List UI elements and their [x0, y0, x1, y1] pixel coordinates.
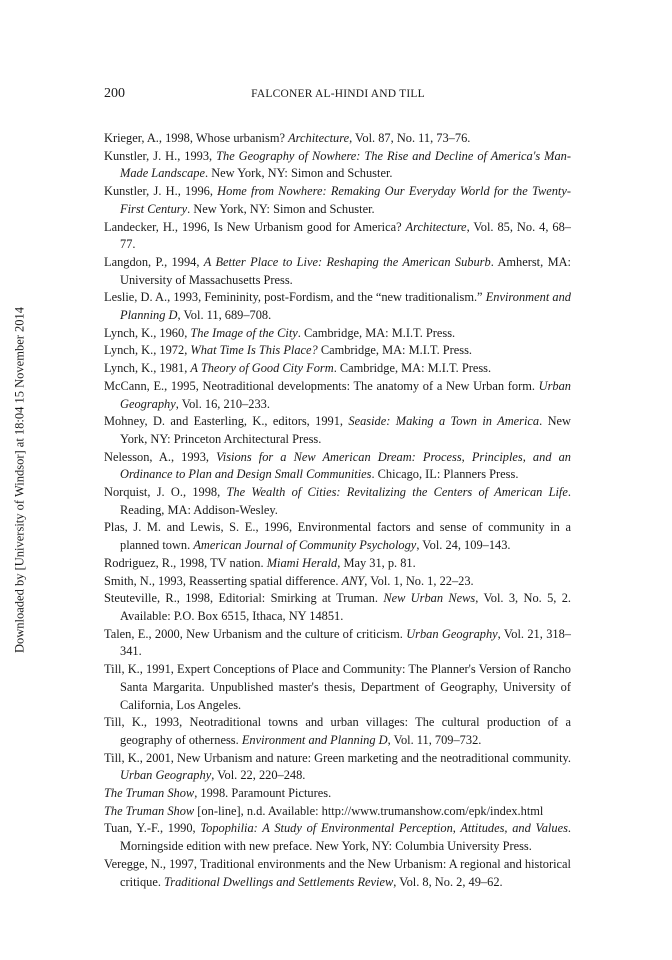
reference-title: A Theory of Good City Form — [190, 361, 334, 376]
reference-text: , Vol. 3, No. 5, 2. Available: P.O. Box 6515, Ithaca, NY 14851. — [120, 591, 571, 623]
download-stamp: Downloaded by [University of Windsor] at 18:04 15 November 2014 — [12, 306, 27, 654]
reference-title: Urban Geography — [120, 378, 571, 411]
reference-entry — [104, 803, 571, 821]
reference-title: The Truman Show — [104, 803, 195, 818]
reference-entry — [104, 626, 571, 661]
reference-text: , May 31, p. 81. — [337, 555, 416, 570]
reference-text: Plas, J. M. and Lewis, S. E., 1996, Environmental factors and sense of community in a planned town. — [104, 520, 571, 553]
reference-text: Veregge, N., 1997, Traditional environments and the New Urbanism: A regional and historical critique. — [104, 856, 571, 889]
reference-text: Talen, E., 2000, New Urbanism and the culture of criticism. — [104, 626, 407, 641]
reference-entry — [104, 449, 571, 484]
reference-entry — [104, 555, 571, 573]
reference-text: . Chicago, IL: Planners Press. — [371, 467, 519, 482]
reference-title: Traditional Dwellings and Settlements Review — [164, 874, 394, 889]
reference-text: Landecker, H., 1996, Is New Urbanism good for America? — [104, 219, 406, 234]
reference-title: The Image of the City — [190, 325, 298, 340]
reference-text: . New York, NY: Simon and Schuster. — [187, 201, 375, 216]
reference-text: Tuan, Y.-F., 1990, — [104, 821, 201, 836]
reference-title: ANY — [341, 573, 365, 588]
reference-entry — [104, 590, 571, 625]
reference-entry — [104, 360, 571, 378]
reference-text: , Vol. 11, 709–732. — [387, 732, 482, 747]
reference-title: A Better Place to Live: Reshaping the American Suburb — [203, 254, 491, 269]
reference-text: Norquist, J. O., 1998, — [104, 485, 227, 500]
reference-text: , Vol. 16, 210–233. — [175, 396, 270, 411]
reference-text: . Morningside edition with new preface. New York, NY: Columbia University Press. — [120, 821, 571, 854]
reference-title: Topophilia: A Study of Environmental Perception, Attitudes, and Values — [200, 821, 568, 836]
reference-title: Architecture — [405, 219, 467, 234]
reference-title: Urban Geography — [406, 626, 498, 641]
reference-text: , Vol. 85, No. 4, 68–77. — [120, 219, 571, 252]
reference-title: New Urban News — [383, 591, 476, 606]
reference-entry — [104, 130, 571, 148]
page-number: 200 — [104, 86, 125, 101]
reference-title: Home from Nowhere: Remaking Our Everyday World for the Twenty-First Century — [120, 184, 571, 216]
reference-text: Leslie, D. A., 1993, Femininity, post-Fordism, and the “new traditionalism.” — [104, 290, 486, 305]
reference-text: Smith, N., 1993, Reasserting spatial difference. — [104, 573, 342, 588]
reference-text: Lynch, K., 1981, — [104, 361, 191, 376]
reference-entry — [104, 219, 571, 254]
reference-entry — [104, 573, 571, 591]
reference-entry — [104, 183, 571, 218]
reference-entry — [104, 785, 571, 803]
reference-entry — [104, 714, 571, 749]
reference-title: What Time Is This Place? — [190, 343, 318, 358]
reference-title: Environment and Planning D — [120, 290, 571, 323]
reference-title: Miami Herald — [266, 555, 338, 570]
reference-text: McCann, E., 1995, Neotraditional developments: The anatomy of a New Urban form. — [104, 378, 539, 393]
running-head: FALCONER AL-HINDI AND TILL — [251, 88, 425, 100]
reference-text: . Amherst, MA: University of Massachusetts Press. — [120, 254, 571, 287]
reference-text: , Vol. 1, No. 1, 22–23. — [364, 573, 474, 588]
reference-entry — [104, 254, 571, 289]
reference-entry — [104, 750, 571, 785]
reference-text: Kunstler, J. H., 1993, — [104, 148, 217, 163]
reference-text: , Vol. 8, No. 2, 49–62. — [393, 874, 503, 889]
reference-text: Mohney, D. and Easterling, K., editors, 1991, — [104, 414, 349, 429]
reference-title: The Wealth of Cities: Revitalizing the Centers of American Life — [226, 485, 568, 500]
reference-text: Till, K., 1993, Neotraditional towns and urban villages: The cultural production of a geography of otherness. — [104, 715, 571, 747]
reference-text: Lynch, K., 1972, — [104, 343, 191, 358]
reference-text: . Cambridge, MA: M.I.T. Press. — [333, 361, 492, 376]
reference-text: , Vol. 21, 318–341. — [120, 626, 571, 659]
page-header — [104, 86, 572, 102]
reference-text: , Vol. 22, 220–248. — [211, 768, 306, 783]
reference-entry — [104, 413, 571, 448]
reference-text: . Reading, MA: Addison-Wesley. — [120, 485, 571, 517]
reference-entry — [104, 820, 571, 855]
reference-title: Urban Geography — [120, 768, 212, 783]
reference-title: The Geography of Nowhere: The Rise and Decline of America's Man-Made Landscape — [120, 148, 571, 181]
reference-text: , Vol. 87, No. 11, 73–76. — [349, 131, 471, 145]
reference-title: American Journal of Community Psychology — [193, 538, 417, 553]
reference-title: Environment and Planning D — [241, 732, 388, 747]
reference-title: Visions for a New American Dream: Process, Principles, and an Ordinance to Plan and Design Small Communities — [120, 449, 571, 482]
reference-text: Langdon, P., 1994, — [104, 254, 204, 269]
reference-title: Seaside: Making a Town in America — [348, 414, 540, 429]
reference-entry — [104, 661, 571, 714]
reference-text: . New York, NY: Simon and Schuster. — [205, 166, 393, 181]
reference-entry — [104, 484, 571, 519]
reference-text: , 1998. Paramount Pictures. — [194, 786, 332, 801]
reference-text: Kunstler, J. H., 1996, — [104, 184, 218, 199]
reference-entry — [104, 342, 571, 360]
reference-entry — [104, 325, 571, 343]
reference-title: Architecture — [288, 131, 350, 145]
reference-text: Krieger, A., 1998, Whose urbanism? — [104, 131, 289, 145]
reference-entry — [104, 289, 571, 324]
reference-list — [104, 130, 571, 891]
reference-text: . New York, NY: Princeton Architectural Press. — [120, 414, 572, 446]
reference-text: Nelesson, A., 1993, — [104, 449, 217, 464]
reference-entry — [104, 856, 571, 891]
reference-text: Lynch, K., 1960, — [104, 325, 191, 340]
reference-title: The Truman Show — [104, 786, 195, 801]
reference-text: , Vol. 24, 109–143. — [416, 538, 511, 553]
reference-text: Till, K., 2001, New Urbanism and nature: Green marketing and the neotraditional community. — [104, 750, 571, 765]
reference-text: Rodriguez, R., 1998, TV nation. — [104, 555, 267, 570]
reference-text: . Cambridge, MA: M.I.T. Press. — [297, 325, 456, 340]
reference-entry — [104, 519, 571, 554]
reference-text: , Vol. 11, 689–708. — [177, 308, 272, 323]
reference-entry — [104, 148, 571, 183]
reference-text: Till, K., 1991, Expert Conceptions of Place and Community: The Planner's Version of Rancho Santa Margarita. Unpublished master's thesis, Department of Geography, University of California, Los Angeles. — [104, 662, 571, 712]
reference-text: Steuteville, R., 1998, Editorial: Smirking at Truman. — [104, 591, 384, 606]
reference-text: Cambridge, MA: M.I.T. Press. — [317, 343, 473, 358]
reference-entry — [104, 378, 571, 413]
reference-text: [on-line], n.d. Available: http://www.trumanshow.com/epk/index.html — [194, 803, 544, 818]
